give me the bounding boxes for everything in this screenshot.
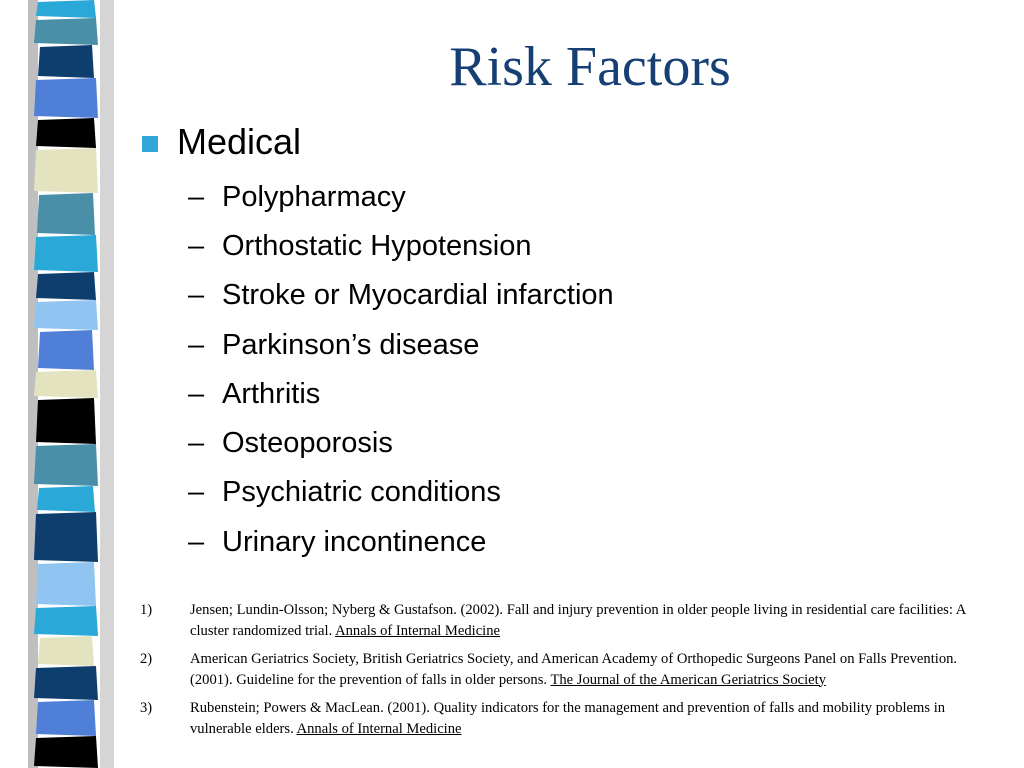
ribbon-band [34, 300, 98, 330]
list-item-text: Psychiatric conditions [222, 476, 501, 509]
ribbon-band [36, 562, 96, 606]
dash-marker: – [188, 279, 205, 312]
reference-text: American Geriatrics Society, British Geriatrics Society, and American Academy of Orthopedic Surgeons Panel on Falls Prevention. (2001). Guideline for the prevention of falls in older persons. [190, 651, 958, 688]
reference-list [140, 600, 985, 747]
ribbon-band [36, 398, 96, 444]
ribbon-band [34, 370, 98, 398]
ribbon-band [34, 444, 98, 486]
list-item [188, 468, 614, 517]
ribbon-band [34, 666, 98, 700]
ribbon-band [37, 486, 95, 512]
slide-title: Risk Factors [449, 36, 731, 98]
dash-marker: – [188, 427, 205, 460]
risk-factor-list [188, 172, 614, 566]
list-item [188, 271, 614, 320]
dash-marker: – [188, 476, 205, 509]
dash-marker: – [188, 377, 205, 410]
reference-item [140, 600, 985, 641]
ribbon-band [34, 18, 98, 45]
list-item-text: Urinary incontinence [222, 525, 487, 558]
list-item-text: Stroke or Myocardial infarction [222, 279, 614, 312]
list-item [188, 369, 614, 418]
reference-item [140, 649, 985, 690]
list-item-text: Osteoporosis [222, 427, 393, 460]
list-item [188, 320, 614, 369]
reference-text: Rubenstein; Powers & MacLean. (2001). Quality indicators for the management and prevention of falls and mobility problems in vulnerable elders. [190, 700, 946, 737]
list-item [188, 172, 614, 221]
list-item-text: Parkinson’s disease [222, 328, 480, 361]
dash-marker: – [188, 328, 205, 361]
bullet-label: Medical [177, 121, 302, 162]
ribbon-band [38, 636, 94, 666]
ribbon-band [34, 736, 98, 768]
list-item-text: Polypharmacy [222, 180, 406, 213]
ribbon-band [34, 148, 98, 193]
ribbon-band [38, 330, 94, 370]
ribbon-band [37, 193, 95, 235]
dash-marker: – [188, 180, 205, 213]
ribbon-band [38, 45, 94, 78]
journal-link[interactable]: Annals of Internal Medicine [296, 720, 462, 737]
list-item [188, 418, 614, 467]
ribbon-band [34, 606, 98, 636]
decorative-ribbon [0, 0, 120, 768]
ribbon-band [34, 512, 98, 562]
ribbon-band [36, 700, 96, 736]
journal-link[interactable]: The Journal of the American Geriatrics Society [550, 671, 827, 688]
dash-marker: – [188, 229, 205, 262]
ribbon-band [36, 0, 96, 18]
ribbon-band [34, 235, 98, 272]
dash-marker: – [188, 525, 205, 558]
reference-number: 2) [140, 651, 153, 667]
square-bullet-icon [142, 136, 158, 152]
list-item-text: Orthostatic Hypotension [222, 229, 532, 262]
reference-item [140, 698, 985, 739]
ribbon-band [36, 118, 96, 148]
list-item [188, 221, 614, 270]
list-item-text: Arthritis [222, 377, 321, 410]
ribbon-band [34, 78, 98, 118]
list-item [188, 517, 614, 566]
reference-number: 3) [140, 700, 153, 716]
reference-text: Jensen; Lundin-Olsson; Nyberg & Gustafson. (2002). Fall and injury prevention in older people living in residential care facilities: A cluster randomized trial. [190, 602, 966, 639]
ribbon-band [36, 272, 96, 300]
reference-number: 1) [140, 602, 153, 618]
journal-link[interactable]: Annals of Internal Medicine [335, 622, 501, 639]
